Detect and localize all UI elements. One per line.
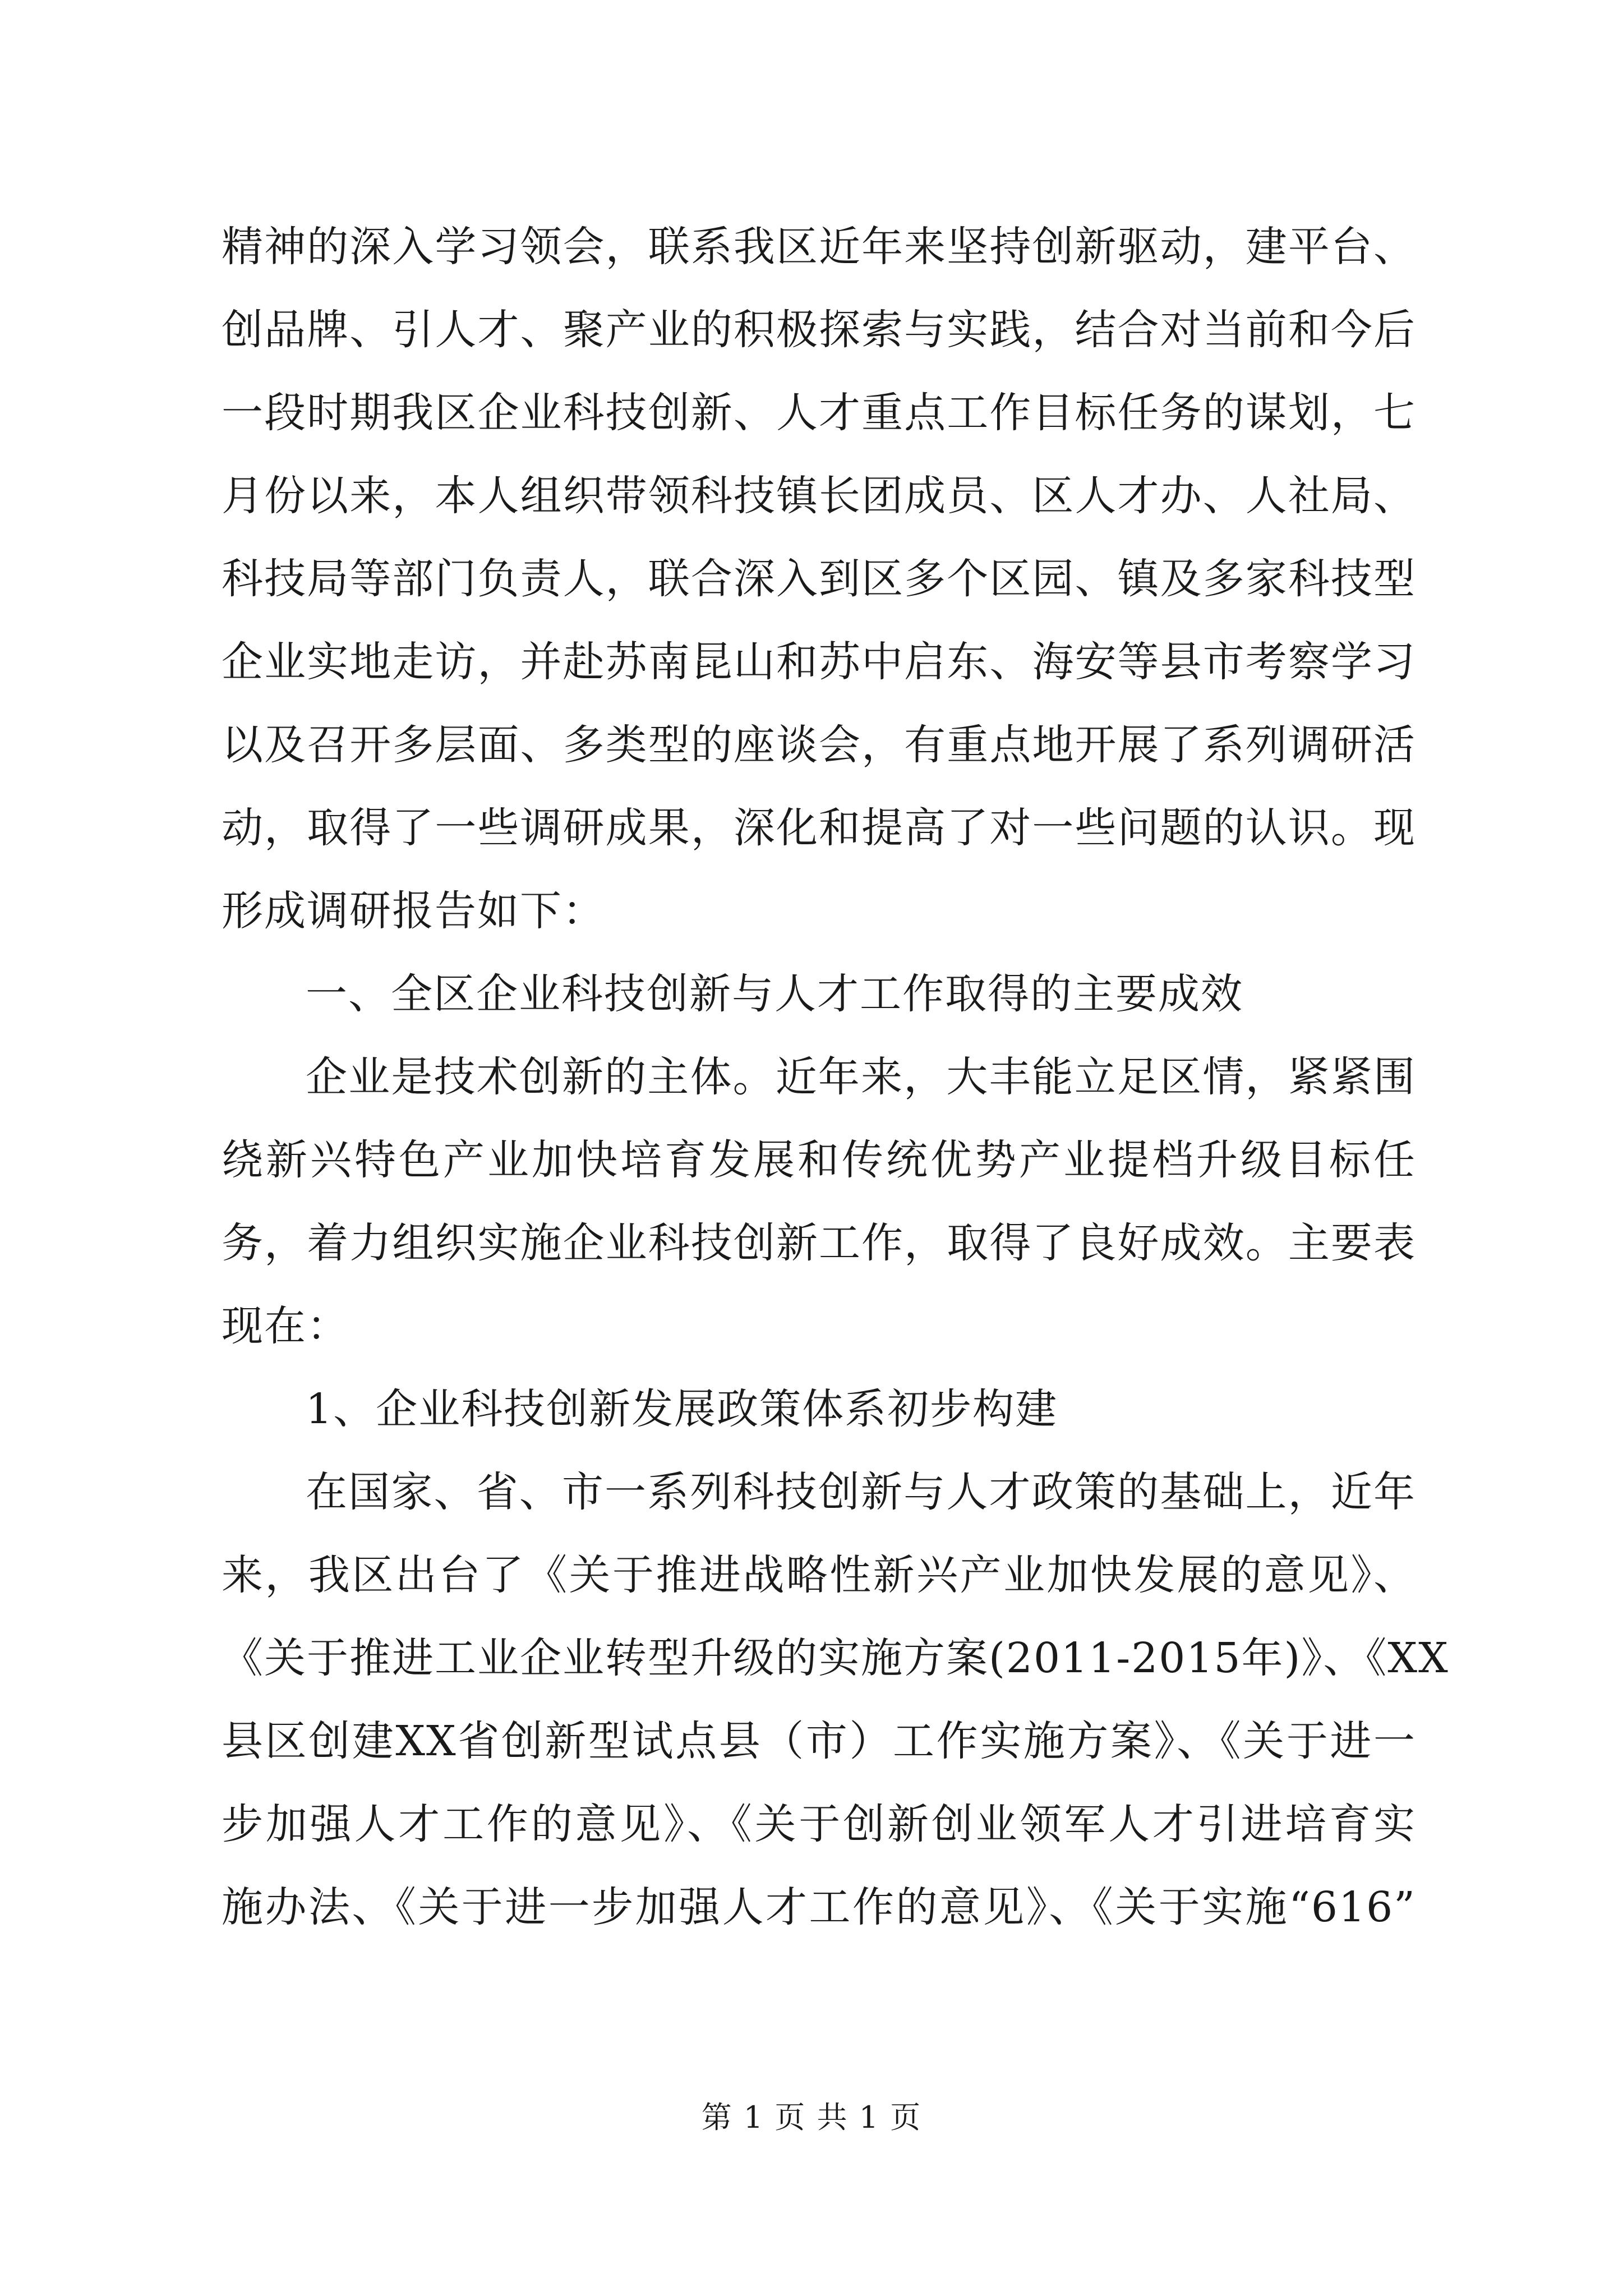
paragraph-line: 企业实地走访，并赴苏南昆山和苏中启东、海安等县市考察学习 <box>222 638 1416 686</box>
paragraph-line: 创品牌、引人才、聚产业的积极探索与实践，结合对当前和今后 <box>222 306 1416 354</box>
paragraph-line: 县区创建XX省创新型试点县（市）工作实施方案》、《关于进一 <box>222 1717 1416 1765</box>
paragraph-line: 步加强人才工作的意见》、《关于创新创业领军人才引进培育实 <box>222 1800 1416 1848</box>
paragraph-line: 以及召开多层面、多类型的座谈会，有重点地开展了系列调研活 <box>222 721 1416 769</box>
paragraph-line: 月份以来，本人组织带领科技镇长团成员、区人才办、人社局、 <box>222 472 1416 520</box>
paragraph-line: 来，我区出台了《关于推进战略性新兴产业加快发展的意见》、 <box>222 1551 1416 1599</box>
paragraph-line: 施办法、《关于进一步加强人才工作的意见》、《关于实施“616” <box>222 1883 1416 1931</box>
section-heading: 一、全区企业科技创新与人才工作取得的主要成效 <box>306 970 1243 1018</box>
section-heading: 1、企业科技创新发展政策体系初步构建 <box>306 1385 1058 1433</box>
paragraph-line: 务，着力组织实施企业科技创新工作，取得了良好成效。主要表 <box>222 1219 1416 1267</box>
paragraph-line: 科技局等部门负责人，联合深入到区多个区园、镇及多家科技型 <box>222 555 1416 603</box>
paragraph-line: 绕新兴特色产业加快培育发展和传统优势产业提档升级目标任 <box>222 1136 1416 1184</box>
paragraph-line: 企业是技术创新的主体。近年来，大丰能立足区情，紧紧围 <box>306 1053 1416 1101</box>
paragraph-line: 《关于推进工业企业转型升级的实施方案(2011-2015年)》、《XX <box>222 1634 1449 1682</box>
paragraph-line: 精神的深入学习领会，联系我区近年来坚持创新驱动，建平台、 <box>222 223 1416 271</box>
paragraph-line: 现在： <box>222 1302 349 1350</box>
paragraph-line: 动，取得了一些调研成果，深化和提高了对一些问题的认识。现 <box>222 804 1416 852</box>
paragraph-line: 在国家、省、市一系列科技创新与人才政策的基础上，近年 <box>306 1468 1416 1516</box>
page-footer: 第 1 页 共 1 页 <box>701 2100 922 2135</box>
body-text <box>222 205 1449 1949</box>
paragraph-line: 一段时期我区企业科技创新、人才重点工作目标任务的谋划，七 <box>222 389 1416 437</box>
paragraph-line: 形成调研报告如下： <box>222 887 605 935</box>
